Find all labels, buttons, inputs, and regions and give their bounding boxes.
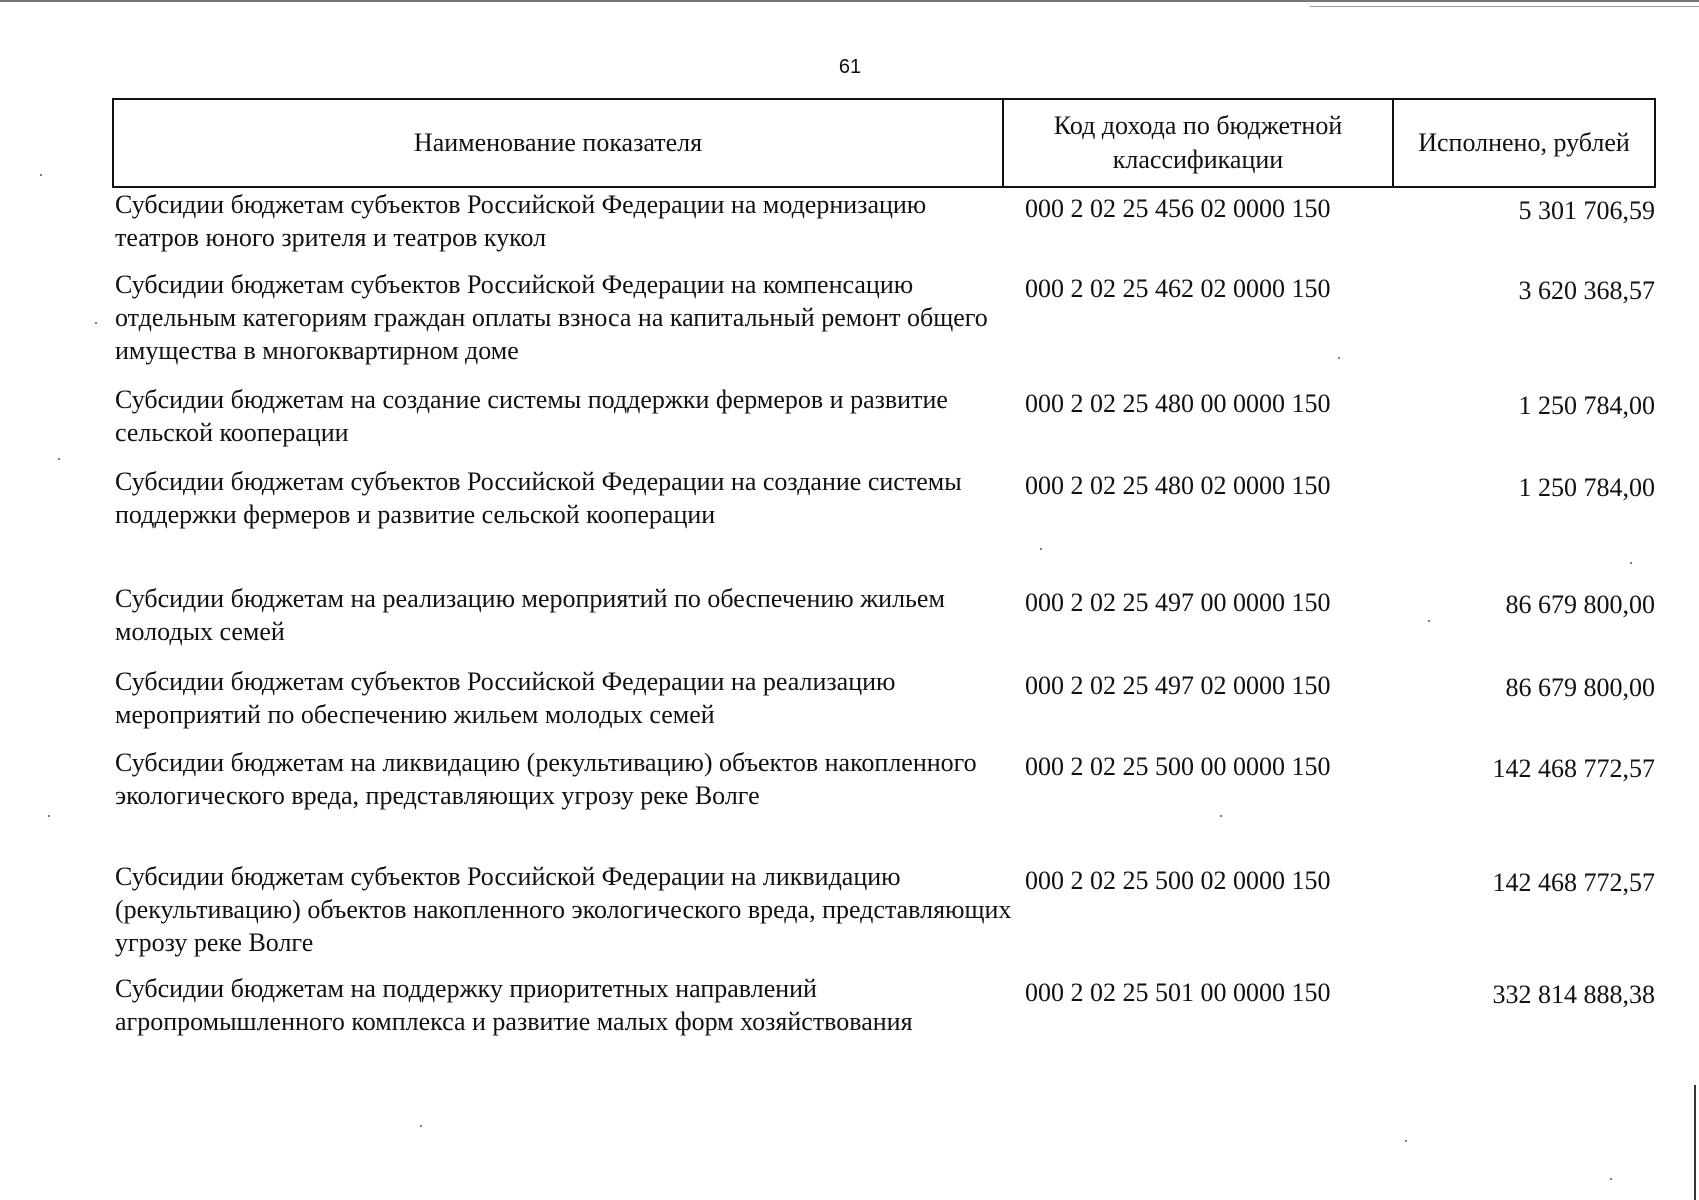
row-amount: 86 679 800,00 <box>1505 673 1655 702</box>
row-amount: 1 250 784,00 <box>1518 473 1655 502</box>
table-header <box>112 98 1656 188</box>
row-code: 000 2 02 25 480 00 0000 150 <box>1025 389 1331 418</box>
row-amount: 142 468 772,57 <box>1492 754 1655 783</box>
row-code: 000 2 02 25 456 02 0000 150 <box>1025 194 1331 223</box>
row-amount: 3 620 368,57 <box>1518 276 1655 305</box>
row-amount: 332 814 888,38 <box>1492 980 1655 1009</box>
table-row <box>115 665 1655 746</box>
row-name: Субсидии бюджетам на поддержку приоритетных направлений агропромышленного комплекса и развитие малых форм хозяйствования <box>115 974 913 1036</box>
row-name: Субсидии бюджетам субъектов Российской Федерации на модернизацию театров юного зрителя и театров кукол <box>115 190 927 252</box>
row-amount: 5 301 706,59 <box>1518 196 1655 225</box>
row-name: Субсидии бюджетам на реализацию мероприятий по обеспечению жильем молодых семей <box>115 584 945 646</box>
row-name: Субсидии бюджетам субъектов Российской Федерации на реализацию мероприятий по обеспечению жильем молодых семей <box>115 667 896 729</box>
table-row <box>115 972 1655 1084</box>
row-amount: 142 468 772,57 <box>1492 868 1655 897</box>
table-row <box>115 582 1655 665</box>
scan-speck <box>1630 562 1632 564</box>
table-row <box>115 746 1655 860</box>
scan-speck <box>40 174 42 176</box>
scan-speck <box>48 815 50 817</box>
page-number: 61 <box>838 56 862 78</box>
table-row <box>115 383 1655 465</box>
table-row <box>115 188 1655 268</box>
row-code: 000 2 02 25 497 00 0000 150 <box>1025 588 1331 617</box>
scan-edge-top-right <box>1310 6 1699 7</box>
scan-speck <box>1405 1140 1407 1142</box>
scan-speck <box>1610 1178 1612 1180</box>
scan-speck <box>1220 815 1222 817</box>
scan-edge-right <box>1694 1085 1696 1200</box>
row-name: Субсидии бюджетам субъектов Российской Федерации на создание системы поддержки фермеров и развитие сельской кооперации <box>115 467 962 529</box>
table-body <box>115 188 1655 1084</box>
header-code: Код дохода по бюджетной классификации <box>1002 100 1392 186</box>
row-name: Субсидии бюджетам на ликвидацию (рекультивацию) объектов накопленного экологического вреда, представляющих угрозу реке Волге <box>115 748 977 810</box>
table-row <box>115 268 1655 383</box>
row-amount: 86 679 800,00 <box>1505 590 1655 619</box>
row-amount: 1 250 784,00 <box>1518 391 1655 420</box>
scan-speck <box>58 458 60 460</box>
scan-speck <box>420 1125 422 1127</box>
table-row <box>115 860 1655 972</box>
scan-speck <box>1428 620 1430 622</box>
header-name: Наименование показателя <box>413 128 703 157</box>
table-row <box>115 465 1655 582</box>
row-name: Субсидии бюджетам на создание системы поддержки фермеров и развитие сельской кооперации <box>115 385 948 447</box>
scan-edge-top <box>0 0 1699 2</box>
row-code: 000 2 02 25 480 02 0000 150 <box>1025 471 1331 500</box>
row-code: 000 2 02 25 501 00 0000 150 <box>1025 978 1331 1007</box>
row-name: Субсидии бюджетам субъектов Российской Федерации на ликвидацию (рекультивацию) объектов накопленного экологического вреда, представляющих угрозу реке Волге <box>115 862 1012 957</box>
row-code: 000 2 02 25 462 02 0000 150 <box>1025 274 1331 303</box>
scan-speck <box>1040 548 1042 550</box>
scan-speck <box>1338 357 1340 359</box>
row-code: 000 2 02 25 500 00 0000 150 <box>1025 752 1331 781</box>
header-amount: Исполнено, рублей <box>1392 100 1654 186</box>
scan-speck <box>95 322 97 324</box>
row-code: 000 2 02 25 500 02 0000 150 <box>1025 866 1331 895</box>
row-name: Субсидии бюджетам субъектов Российской Федерации на компенсацию отдельным категориям граждан оплаты взноса на капитальный ремонт общего имущества в многоквартирном доме <box>115 270 988 365</box>
row-code: 000 2 02 25 497 02 0000 150 <box>1025 671 1331 700</box>
